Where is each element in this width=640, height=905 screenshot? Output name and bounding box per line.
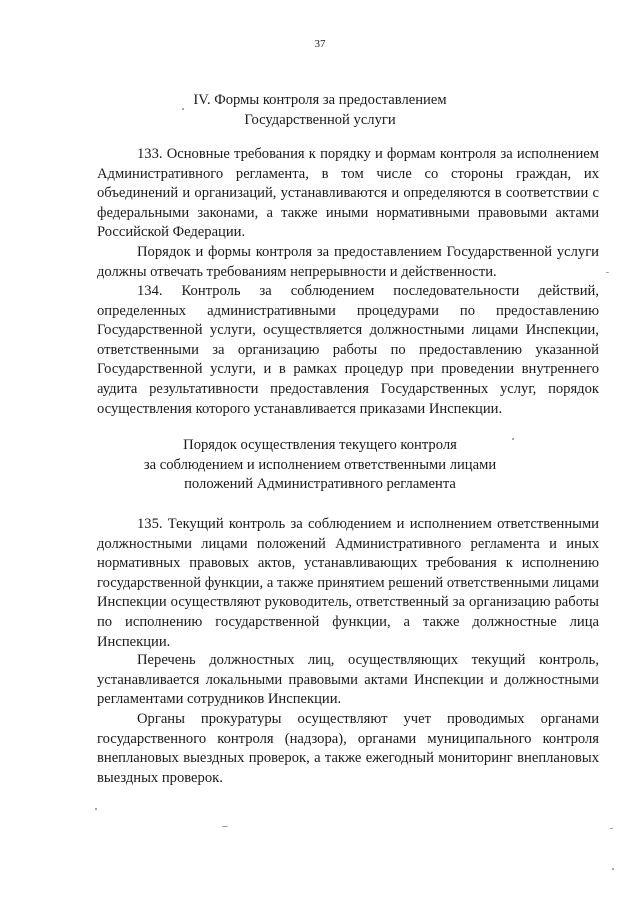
subsection-heading	[0, 436, 640, 495]
scan-speck	[612, 868, 614, 870]
subsection-heading-line-2: за соблюдением и исполнением ответственными лицами	[143, 456, 497, 473]
paragraph-134: 134. Контроль за соблюдением последовательности действий, определенных административными процедурами по предоставлению Государственной услуги, осуществляется должностными лицами Инспекции, ответственными за организацию работы по предоставлению указанной Государственной услуги, и в рамках процедур при проведении внутреннего аудита результативности предоставления Государственных услуг, порядок осуществления которого устанавливается приказами Инспекции.	[97, 283, 599, 417]
scan-speck	[610, 828, 613, 829]
subsection-heading-line-3: положений Административного регламента	[184, 476, 456, 492]
paragraph-135-prosecution: Органы прокуратуры осуществляют учет проводимых органами государственного контроля (надзора), органами муниципального контроля внеплановых выездных проверок, а также ежегодный мониторинг внеплановых выездных проверок.	[97, 711, 599, 786]
scan-speck	[95, 808, 97, 810]
subsection-heading-line-1: Порядок осуществления текущего контроля	[183, 437, 457, 453]
scan-speck	[182, 108, 184, 110]
paragraph-133-continued: Порядок и формы контроля за предоставлением Государственной услуги должны отвечать требованиям непрерывности и действенности.	[97, 244, 599, 280]
section-heading-line-1: IV. Формы контроля за предоставлением	[193, 92, 447, 108]
scan-speck	[512, 438, 514, 440]
scan-speck	[222, 826, 228, 827]
scan-speck	[606, 272, 609, 273]
page-number: 37	[314, 38, 326, 50]
paragraph-135-continued: Перечень должностных лиц, осуществляющих текущий контроль, устанавливается локальными правовыми актами Инспекции и должностными регламентами сотрудников Инспекции.	[97, 652, 599, 708]
paragraph-133: 133. Основные требования к порядку и формам контроля за исполнением Административного регламента, в том числе со стороны граждан, их объединений и организаций, устанавливаются и определяются в соответствии с федеральными законами, а также иными нормативными правовыми актами Российской Федерации.	[97, 146, 599, 241]
section-heading-line-2: Государственной услуги	[244, 111, 396, 128]
section-heading	[0, 91, 640, 130]
paragraph-135: 135. Текущий контроль за соблюдением и исполнением ответственными должностными лицами положений Административного регламента и иных нормативных правовых актов, устанавливающих требования к исполнению государственной функции, а также принятием решений ответственными лицами Инспекции осуществляют руководитель, ответственный за организацию работы по исполнению государственной функции, а также должностные лица Инспекции.	[97, 516, 599, 650]
